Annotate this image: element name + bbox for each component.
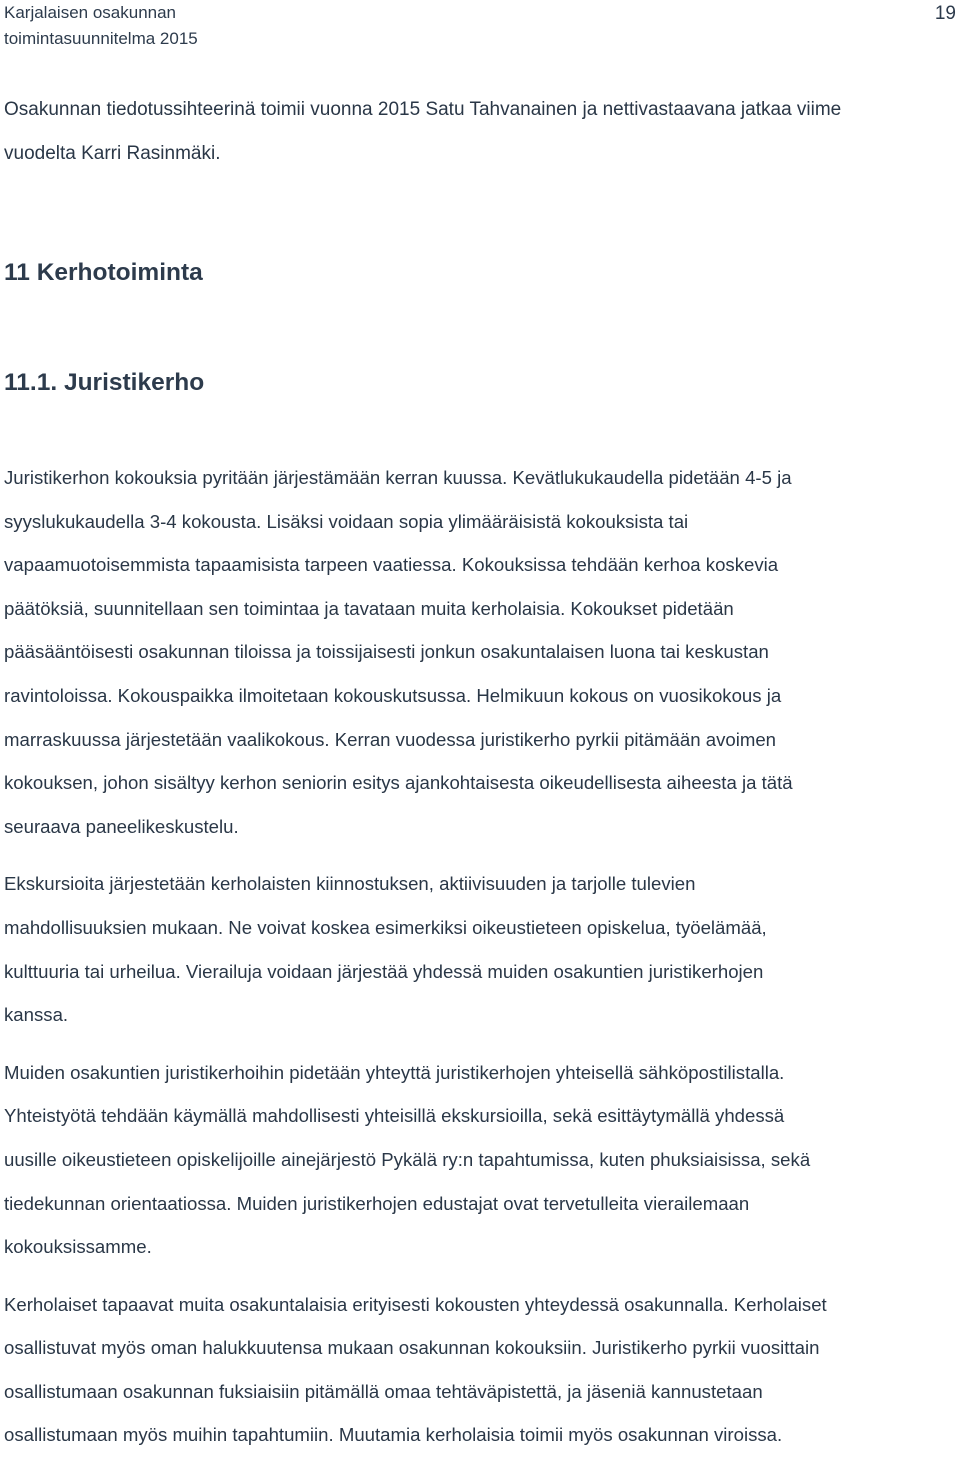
page-number: 19 — [934, 3, 956, 24]
text-line: Juristikerhon kokouksia pyritään järjestämään kerran kuussa. Kevätlukukaudella pidetään 4-5 ja — [4, 467, 792, 488]
header-line-2: toimintasuunnitelma 2015 — [4, 29, 198, 48]
text-line: marraskuussa järjestetään vaalikokous. Kerran vuodessa juristikerho pyrkii pitämään avoimen — [4, 728, 777, 750]
header-line-1: Karjalaisen osakunnan — [4, 3, 177, 22]
paragraph-members — [4, 1283, 952, 1457]
text-line: Kerholaiset tapaavat muita osakuntalaisia erityisesti kokousten yhteydessä osakunnalla. Kerholaiset — [4, 1293, 827, 1315]
subsection-heading: 11.1. Juristikerho — [4, 369, 205, 396]
text-line: osallistuvat myös oman halukkuutensa mukaan osakunnan kokouksiin. Juristikerho pyrkii vuosittain — [4, 1337, 820, 1359]
text-line: vuodelta Karri Rasinmäki. — [4, 143, 221, 164]
section-heading: 11 Kerhotoiminta — [4, 259, 203, 286]
text-line: ravintoloissa. Kokouspaikka ilmoitetaan kokouskutsussa. Helmikuun kokous on vuosikokous ja — [4, 684, 782, 706]
text-line: kokouksissamme. — [4, 1236, 152, 1258]
document-body — [4, 88, 952, 1457]
text-line: vapaamuotoisemmista tapaamisista tarpeen vaatiessa. Kokouksissa tehdään kerhoa koskevia — [4, 554, 779, 576]
text-line: päätöksiä, suunnitellaan sen toimintaa ja tavataan muita kerholaisia. Kokoukset pidetään — [4, 597, 734, 619]
paragraph-meetings — [4, 456, 952, 848]
text-line: osallistumaan osakunnan fuksiaisiin pitämällä omaa tehtäväpistettä, ja jäseniä kannustetaan — [4, 1380, 763, 1402]
text-line: Yhteistyötä tehdään käymällä mahdollisesti yhteisillä ekskursioilla, sekä esittäytymällä yhdessä — [4, 1105, 785, 1127]
page-header — [4, 0, 956, 54]
text-line: kokouksen, johon sisältyy kerhon seniorin esitys ajankohtaisesta oikeudellisesta aiheesta ja tätä — [4, 772, 793, 794]
text-line: mahdollisuuksien mukaan. Ne voivat koskea esimerkiksi oikeustieteen opiskelua, työelämää, — [4, 916, 767, 938]
text-line: Ekskursioita järjestetään kerholaisten kiinnostuksen, aktiivisuuden ja tarjolle tulevien — [4, 873, 696, 895]
text-line: kulttuuria tai urheilua. Vierailuja voidaan järjestää yhdessä muiden osakuntien juristikerhojen — [4, 960, 764, 982]
text-line: Osakunnan tiedotussihteerinä toimii vuonna 2015 Satu Tahvanainen ja nettivastaavana jatkaa viime — [4, 99, 842, 120]
text-line: pääsääntöisesti osakunnan tiloissa ja toissijaisesti jonkun osakuntalaisen luona tai keskustan — [4, 641, 769, 663]
header-title — [4, 0, 198, 52]
text-line: tiedekunnan orientaatiossa. Muiden juristikerhojen edustajat ovat tervetulleita vierailemaan — [4, 1192, 750, 1214]
text-line: syyslukukaudella 3-4 kokousta. Lisäksi voidaan sopia ylimääräisistä kokouksista tai — [4, 510, 689, 532]
text-line: seuraava paneelikeskustelu. — [4, 815, 239, 837]
text-line: Muiden osakuntien juristikerhoihin pidetään yhteyttä juristikerhojen yhteisellä sähköpostilistalla. — [4, 1061, 785, 1083]
intro-paragraph — [4, 88, 952, 176]
text-line: osallistumaan myös muihin tapahtumiin. Muutamia kerholaisia toimii myös osakunnan viroissa. — [4, 1424, 783, 1446]
paragraph-excursions — [4, 862, 952, 1036]
paragraph-cooperation — [4, 1051, 952, 1269]
text-line: uusille oikeustieteen opiskelijoille ainejärjestö Pykälä ry:n tapahtumissa, kuten phuksiaisissa, sekä — [4, 1148, 811, 1170]
text-line: kanssa. — [4, 1004, 69, 1026]
